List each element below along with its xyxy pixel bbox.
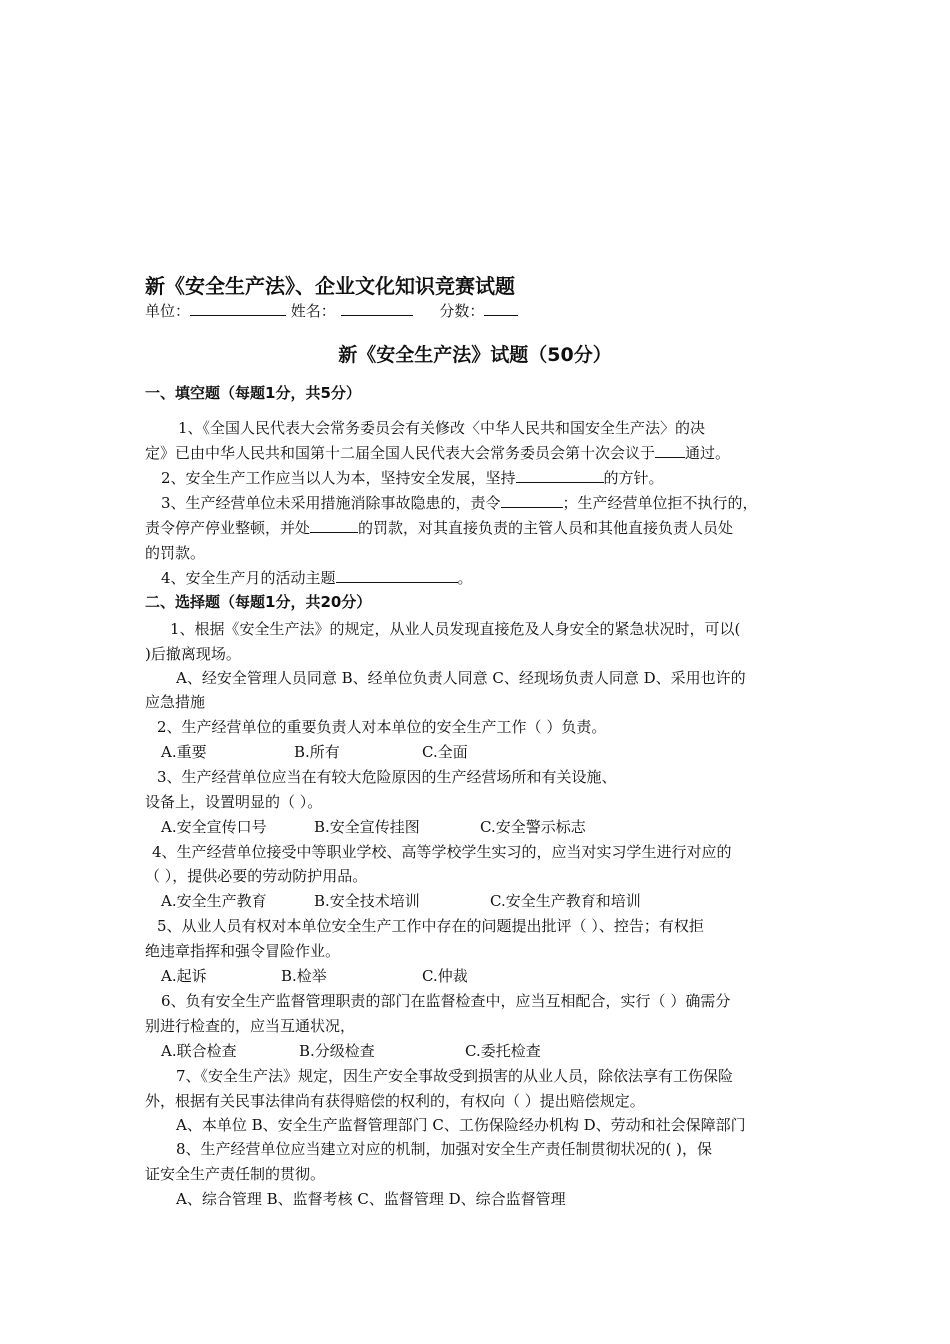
choice-q6-line2: 别进行检查的，应当互通状况， <box>145 1017 356 1035</box>
name-blank[interactable] <box>341 301 413 316</box>
choice-q5-options: A.起诉 B.检举 C.仲裁 <box>161 967 468 985</box>
choice-q6-line1: 6、负有安全生产监督管理职责的部门在监督检查中，应当互相配合，实行（ ）确需分 <box>161 992 731 1010</box>
choice-q7-line2: 外，根据有关民事法律尚有获得赔偿的权利的，有权向（ ）提出赔偿规定。 <box>145 1092 645 1110</box>
choice-q8-options: A、综合管理 B、监督考核 C、监督管理 D、综合监督管理 <box>176 1190 566 1208</box>
fill-q3-line2: 责令停产停业整顿，并处 的罚款，对其直接负责的主管人员和其他直接负责人员处 <box>145 519 734 537</box>
choice-q1-options: A、经安全管理人员同意 B、经单位负责人同意 C、经现场负责人同意 D、采用也许的 <box>176 669 746 687</box>
part2-heading: 二、选择题（每题1分，共20分） <box>145 593 372 611</box>
fill-q1-line1: 1、《全国人民代表大会常务委员会有关修改〈中华人民共和国安全生产法〉的决 <box>178 419 706 437</box>
choice-q1-line2: )后撤离现场。 <box>145 645 241 663</box>
choice-q6-options: A.联合检查 B.分级检查 C.委托检查 <box>161 1042 541 1060</box>
choice-q1-line1: 1、根据《安全生产法》的规定，从业人员发现直接危及人身安全的紧急状况时，可以( <box>170 620 741 638</box>
fill-q4: 4、安全生产月的活动主题 。 <box>161 569 473 587</box>
fill-q1-line2: 定》已由中华人民共和国第十二届全国人民代表大会常务委员会第十次会议于 通过。 <box>145 444 731 462</box>
choice-q5-line1: 5、从业人员有权对本单位安全生产工作中存在的问题提出批评（ ）、控告；有权拒 <box>157 917 704 935</box>
choice-q8-line2: 证安全生产责任制的贯彻。 <box>145 1165 326 1183</box>
choice-q2-line1: 2、生产经营单位的重要负责人对本单位的安全生产工作（ ）负责。 <box>157 718 607 736</box>
choice-q4-line2: （ ），提供必要的劳动防护用品。 <box>145 867 368 885</box>
section-title: 新《安全生产法》试题（50分） <box>338 344 612 366</box>
fill-q3-blank1[interactable] <box>501 493 563 508</box>
choice-q5-line2: 绝违章指挥和强令冒险作业。 <box>145 942 341 960</box>
name-label: 姓名： <box>290 302 336 320</box>
fill-q1-blank[interactable] <box>655 443 685 458</box>
score-label: 分数： <box>439 302 485 320</box>
choice-q1-options-cont: 应急措施 <box>145 693 206 711</box>
fill-q3-blank2[interactable] <box>310 518 358 533</box>
score-blank[interactable] <box>484 301 518 316</box>
unit-blank[interactable] <box>190 301 286 316</box>
choice-q3-line1: 3、生产经营单位应当在有较大危险原因的生产经营场所和有关设施、 <box>157 768 617 786</box>
choice-q3-options: A.安全宣传口号 B.安全宣传挂图 C.安全警示标志 <box>161 818 586 836</box>
fill-q3-line1: 3、生产经营单位未采用措施消除事故隐患的，责令 ；生产经营单位拒不执行的， <box>161 494 758 512</box>
unit-label: 单位： <box>145 302 191 320</box>
choice-q7-line1: 7、《安全生产法》规定，因生产安全事故受到损害的从业人员，除依法享有工伤保险 <box>176 1067 734 1085</box>
fill-q2: 2、安全生产工作应当以人为本，坚持安全发展，坚持 的方针。 <box>161 469 664 487</box>
document-title: 新《安全生产法》、企业文化知识竞赛试题 <box>145 274 515 298</box>
choice-q4-line1: 4、生产经营单位接受中等职业学校、高等学校学生实习的，应当对实习学生进行对应的 <box>152 843 732 861</box>
part1-heading: 一、填空题（每题1分，共5分） <box>145 384 361 402</box>
choice-q2-options: A.重要 B.所有 C.全面 <box>161 743 468 761</box>
choice-q4-options: A.安全生产教育 B.安全技术培训 C.安全生产教育和培训 <box>161 892 641 910</box>
choice-q3-line2: 设备上，设置明显的（ ）。 <box>145 793 323 811</box>
fill-q2-blank[interactable] <box>516 468 604 483</box>
fill-q3-line3: 的罚款。 <box>145 544 206 562</box>
choice-q7-options: A、本单位 B、安全生产监督管理部门 C、工伤保险经办机构 D、劳动和社会保障部门 <box>176 1116 746 1134</box>
choice-q8-line1: 8、生产经营单位应当建立对应的机制，加强对安全生产责任制贯彻状况的( )，保 <box>176 1140 713 1158</box>
participant-info-line <box>145 300 518 322</box>
fill-q4-blank[interactable] <box>336 568 458 583</box>
